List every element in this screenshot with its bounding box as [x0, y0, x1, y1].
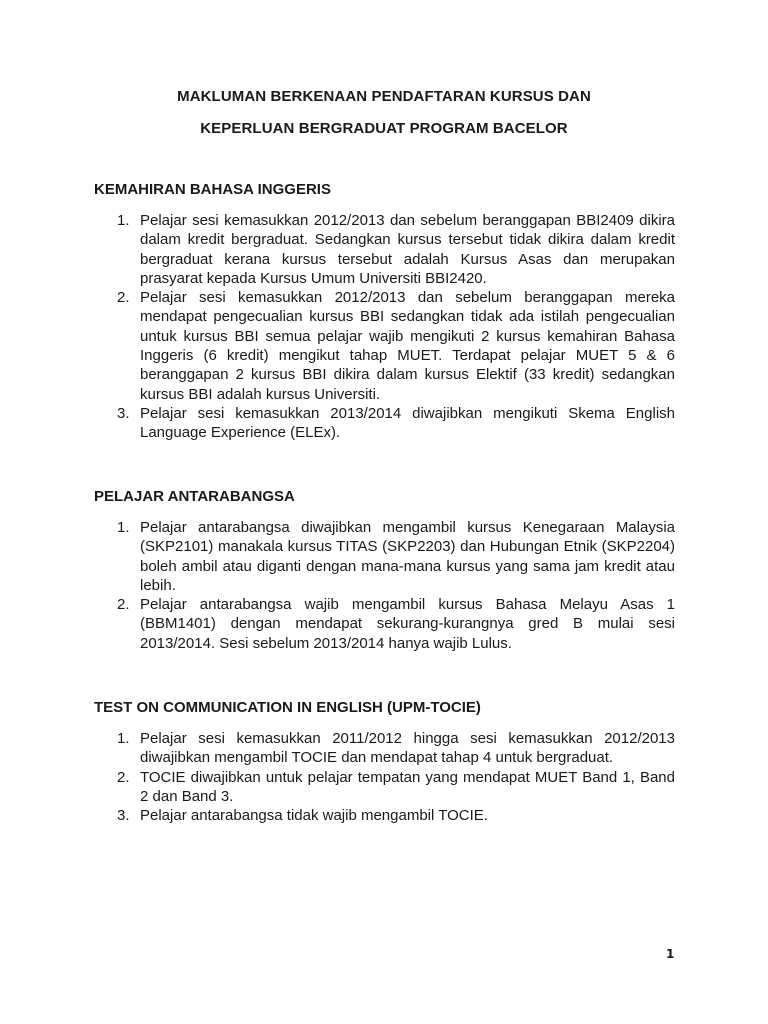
list-item: [94, 288, 675, 404]
document-title-line-1: MAKLUMAN BERKENAAN PENDAFTARAN KURSUS DAN: [177, 88, 591, 105]
list-item-text: Pelajar sesi kemasukkan 2012/2013 dan sebelum beranggapan mereka mendapat pengecualian kursus BBI sedangkan tidak ada istilah pengecualian untuk kursus BBI semua pelajar wajib mengikuti 2 kursus kemahiran Bahasa Inggeris (6 kredit) mengikut tahap MUET. Terdapat pelajar MUET 5 & 6 beranggapan 2 kursus BBI dikira dalam kursus Elektif (33 kredit) sedangkan kursus BBI adalah kursus Universiti.: [140, 289, 675, 403]
section-list-pelajar-antarabangsa: [94, 518, 675, 653]
list-item-number: 1.: [117, 519, 130, 536]
list-item: [94, 595, 675, 653]
list-item-text: Pelajar sesi kemasukkan 2011/2012 hingga sesi kemasukkan 2012/2013 diwajibkan mengambil TOCIE dan mendapat tahap 4 untuk bergraduat.: [140, 730, 675, 767]
list-item: [94, 806, 675, 825]
section-heading-pelajar-antarabangsa: PELAJAR ANTARABANGSA: [94, 488, 295, 505]
list-item-number: 3.: [117, 807, 130, 825]
list-item: [94, 768, 675, 807]
section-list-upm-tocie: [94, 729, 675, 825]
list-item-text: Pelajar sesi kemasukkan 2012/2013 dan sebelum beranggapan BBI2409 dikira dalam kredit bergraduat. Sedangkan kursus tersebut tidak dikira dalam kredit bergraduat kerana kursus tersebut adalah Kursus Asas dan merupakan prasyarat kepada Kursus Umum Universiti BBI2420.: [140, 212, 675, 287]
section-heading-upm-tocie: TEST ON COMMUNICATION IN ENGLISH (UPM-TOCIE): [94, 699, 481, 716]
list-item-number: 3.: [117, 404, 130, 422]
section-list-kemahiran-bahasa-inggeris: [94, 211, 675, 443]
section-heading-kemahiran-bahasa-inggeris: KEMAHIRAN BAHASA INGGERIS: [94, 181, 331, 198]
list-item: [94, 729, 675, 768]
list-item-text: TOCIE diwajibkan untuk pelajar tempatan yang mendapat MUET Band 1, Band 2 dan Band 3.: [140, 768, 675, 805]
list-item-number: 2.: [117, 596, 130, 614]
list-item-number: 1.: [117, 730, 130, 747]
page-number: 1: [666, 947, 675, 961]
list-item-text: Pelajar antarabangsa diwajibkan mengambil kursus Kenegaraan Malaysia (SKP2101) manakala kursus TITAS (SKP2203) dan Hubungan Etnik (SKP2204) boleh ambil atau diganti dengan mana-mana kursus yang sama jam kredit atau lebih.: [140, 519, 675, 594]
list-item: [94, 404, 675, 443]
list-item-number: 1.: [117, 212, 130, 229]
document-title-line-2: KEPERLUAN BERGRADUAT PROGRAM BACELOR: [200, 120, 568, 137]
list-item-text: Pelajar sesi kemasukkan 2013/2014 diwajibkan mengikuti Skema English Language Experience (ELEx).: [140, 404, 675, 442]
list-item: [94, 518, 675, 595]
list-item-text: Pelajar antarabangsa wajib mengambil kursus Bahasa Melayu Asas 1 (BBM1401) dengan mendapat sekurang-kurangnya gred B mulai sesi 2013/2014. Sesi sebelum 2013/2014 hanya wajib Lulus.: [140, 596, 675, 652]
list-item-text: Pelajar antarabangsa tidak wajib mengambil TOCIE.: [140, 807, 488, 825]
list-item: [94, 211, 675, 288]
list-item-number: 2.: [117, 768, 130, 786]
list-item-number: 2.: [117, 289, 130, 307]
